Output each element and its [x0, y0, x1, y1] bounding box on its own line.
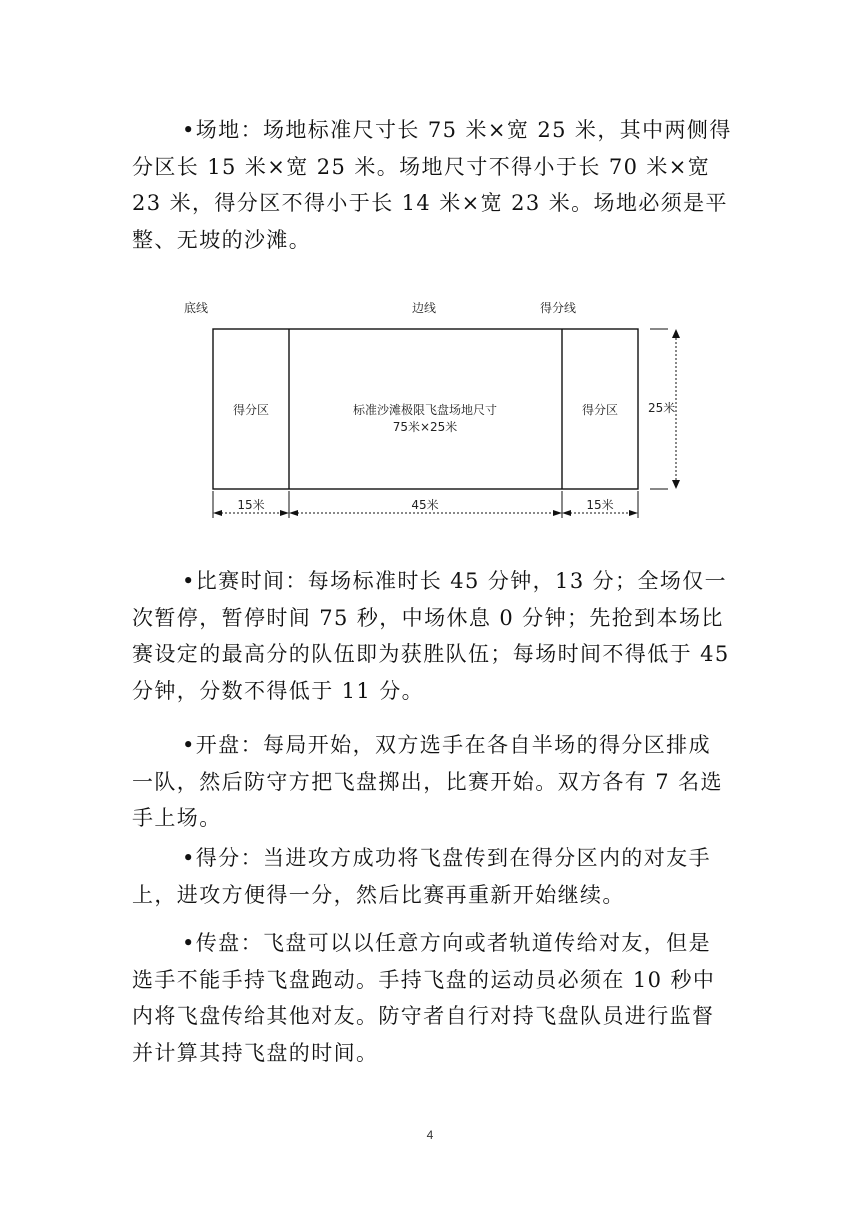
label-baseline: 底线: [184, 301, 209, 315]
paragraph-pull: [132, 727, 732, 837]
paragraph-pass-text: •传盘：飞盘可以以任意方向或者轨道传给对友，但是选手不能手持飞盘跑动。手持飞盘的运动员必须在 10 秒中内将飞盘传给其他对友。防守者自行对持飞盘队员进行监督并计算其持飞盘的时间。: [132, 931, 716, 1065]
left-endzone-label: 得分区: [232, 403, 270, 417]
dim-center-arrow-a: [289, 510, 298, 516]
dim-right-arrow-b: [629, 510, 638, 516]
dim-left-arrow-a: [213, 510, 222, 516]
height-arrow-top: [672, 329, 680, 338]
page-number: 4: [426, 1128, 434, 1142]
dim-center-label: 45米: [411, 498, 439, 512]
paragraph-time: [132, 563, 732, 709]
label-goalline: 得分线: [540, 301, 577, 315]
field-title: 标准沙滩极限飞盘场地尺寸: [352, 403, 498, 417]
paragraph-pull-text: •开盘：每局开始，双方选手在各自半场的得分区排成一队，然后防守方把飞盘掷出，比赛开始。双方各有 7 名选手上场。: [132, 733, 723, 830]
paragraph-pass: [132, 925, 732, 1071]
field-diagram: [0, 0, 860, 540]
height-dim-label: 25米: [648, 401, 676, 415]
label-sideline: 边线: [412, 301, 437, 315]
paragraph-score: [132, 840, 732, 913]
dim-right-arrow-a: [562, 510, 571, 516]
right-endzone-label: 得分区: [581, 403, 619, 417]
dim-left-arrow-b: [280, 510, 289, 516]
paragraph-field-text: •场地：场地标准尺寸长 75 米×宽 25 米，其中两侧得分区长 15 米×宽 25 米。场地尺寸不得小于长 70 米×宽 23 米，得分区不得小于长 14 米×宽 23 米。场地必须是平整、无坡的沙滩。: [132, 118, 732, 252]
paragraph-score-text: •得分：当进攻方成功将飞盘传到在得分区内的对友手上，进攻方便得一分，然后比赛再重新开始继续。: [132, 846, 711, 907]
paragraph-time-text: •比赛时间：每场标准时长 45 分钟，13 分；全场仅一次暂停，暂停时间 75 秒，中场休息 0 分钟；先抢到本场比赛设定的最高分的队伍即为获胜队伍；每场时间不得低于 45 分钟，分数不得低于 11 分。: [132, 569, 730, 703]
dim-right-label: 15米: [586, 498, 614, 512]
field-size: 75米×25米: [392, 420, 458, 434]
dim-left-label: 15米: [237, 498, 265, 512]
dim-center-arrow-b: [553, 510, 562, 516]
height-arrow-bottom: [672, 480, 680, 489]
